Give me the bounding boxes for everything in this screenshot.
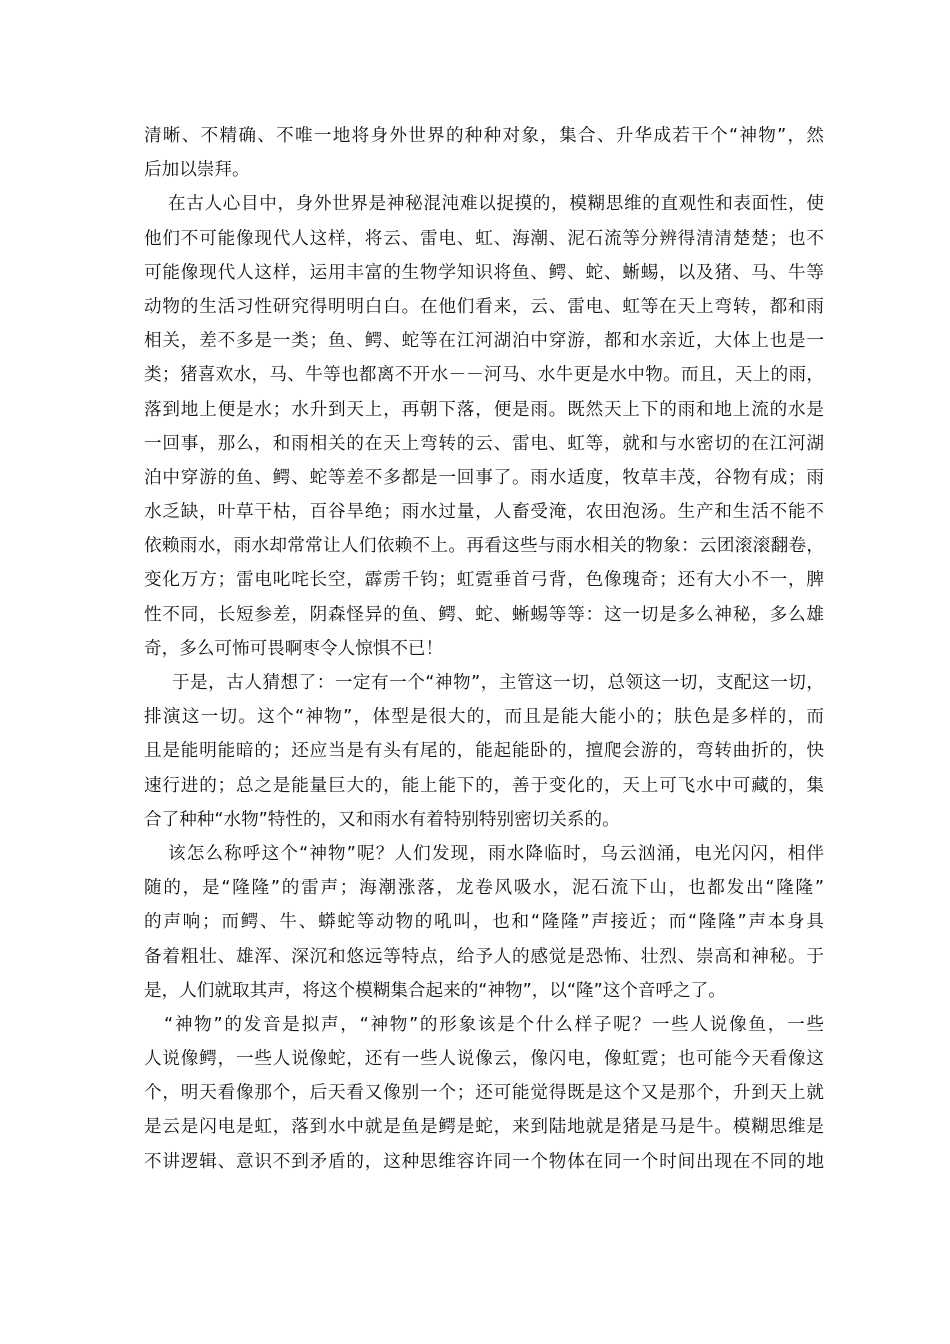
paragraph bbox=[144, 837, 824, 1008]
paragraph bbox=[144, 666, 824, 837]
text-line: 速行进的；总之是能量巨大的，能上能下的，善于变化的，天上可飞水中可藏的，集 bbox=[144, 775, 824, 796]
text-line: 动物的生活习性研究得明明白白。在他们看来，云、雷电、虹等在天上弯转，都和雨 bbox=[144, 296, 824, 317]
text-line: 奇，多么可怖可畏啊枣令人惊惧不已！ bbox=[144, 638, 444, 659]
text-line: 水乏缺，叶草干枯，百谷旱绝；雨水过量，人畜受淹，农田泡汤。生产和生活不能不 bbox=[144, 502, 824, 523]
paragraph bbox=[144, 187, 824, 666]
text-line: 排演这一切。这个“神物”，体型是很大的，而且是能大能小的；肤色是多样的，而 bbox=[144, 707, 824, 728]
text-line: 备着粗壮、雄浑、深沉和悠远等特点，给予人的感觉是恐怖、壮烈、崇高和神秘。于 bbox=[144, 946, 824, 967]
text-line: 随的，是“隆隆”的雷声；海潮涨落，龙卷风吸水，泥石流下山，也都发出“隆隆” bbox=[144, 878, 824, 899]
text-line: 他们不可能像现代人这样，将云、雷电、虹、海潮、泥石流等分辨得清清楚楚；也不 bbox=[144, 228, 824, 249]
text-line: 于是，古人猜想了：一定有一个“神物”，主管这一切，总领这一切，支配这一切， bbox=[172, 673, 824, 693]
text-line: 合了种种“水物”特性的，又和雨水有着特别特别密切关系的。 bbox=[144, 809, 620, 830]
text-line: 泊中穿游的鱼、鳄、蛇等差不多都是一回事了。雨水适度，牧草丰茂，谷物有成；雨 bbox=[144, 467, 824, 488]
text-line: 人说像鳄，一些人说像蛇，还有一些人说像云，像闪电，像虹霓；也可能今天看像这 bbox=[144, 1049, 824, 1070]
paragraph bbox=[144, 1008, 824, 1179]
text-line: 一回事，那么，和雨相关的在天上弯转的云、雷电、虹等，就和与水密切的在江河湖 bbox=[144, 433, 824, 454]
text-line: 个，明天看像那个，后天看又像别一个；还可能觉得既是这个又是那个，升到天上就 bbox=[144, 1083, 824, 1104]
text-line: 不讲逻辑、意识不到矛盾的，这种思维容许同一个物体在同一个时间出现在不同的地 bbox=[144, 1151, 824, 1172]
text-line: “神物”的发音是拟声，“神物”的形象该是个什么样子呢？一些人说像鱼，一些 bbox=[164, 1014, 824, 1035]
text-line: 类；猪喜欢水，马、牛等也都离不开水－－河马、水牛更是水中物。而且，天上的雨， bbox=[144, 365, 824, 386]
text-line: 清晰、不精确、不唯一地将身外世界的种种对象，集合、升华成若干个“神物”，然 bbox=[144, 126, 824, 146]
text-line: 的声响；而鳄、牛、蟒蛇等动物的吼叫，也和“隆隆”声接近；而“隆隆”声本身具 bbox=[144, 912, 824, 933]
text-line: 性不同，长短参差，阴森怪异的鱼、鳄、蛇、蜥蜴等等：这一切是多么神秘，多么雄 bbox=[144, 604, 824, 625]
text-line: 变化万方；雷电叱咤长空，霹雳千钧；虹霓垂首弓背，色像瑰奇；还有大小不一，脾 bbox=[144, 570, 824, 591]
text-line: 落到地上便是水；水升到天上，再朝下落，便是雨。既然天上下的雨和地上流的水是 bbox=[144, 399, 824, 420]
text-line: 且是能明能暗的；还应当是有头有尾的，能起能卧的，擅爬会游的，弯转曲折的，快 bbox=[144, 741, 824, 762]
text-line: 在古人心目中，身外世界是神秘混沌难以捉摸的，模糊思维的直观性和表面性，使 bbox=[168, 194, 824, 215]
text-line: 相关，差不多是一类；鱼、鳄、蛇等在江河湖泊中穿游，都和水亲近，大体上也是一 bbox=[144, 331, 824, 352]
body-text bbox=[144, 119, 824, 1179]
text-line: 是云是闪电是虹，落到水中就是鱼是鳄是蛇，来到陆地就是猪是马是牛。模糊思维是 bbox=[144, 1117, 824, 1138]
text-line: 依赖雨水，雨水却常常让人们依赖不上。再看这些与雨水相关的物象：云团滚滚翻卷， bbox=[144, 536, 824, 557]
text-line: 后加以崇拜。 bbox=[144, 160, 250, 181]
text-line: 是，人们就取其声，将这个模糊集合起来的“神物”，以“隆”这个音呼之了。 bbox=[144, 980, 726, 1001]
text-line: 该怎么称呼这个“神物”呢？人们发现，雨水降临时，乌云汹涌，电光闪闪，相伴 bbox=[168, 843, 824, 864]
paragraph bbox=[144, 119, 824, 187]
text-line: 可能像现代人这样，运用丰富的生物学知识将鱼、鳄、蛇、蜥蜴，以及猪、马、牛等 bbox=[144, 262, 824, 283]
